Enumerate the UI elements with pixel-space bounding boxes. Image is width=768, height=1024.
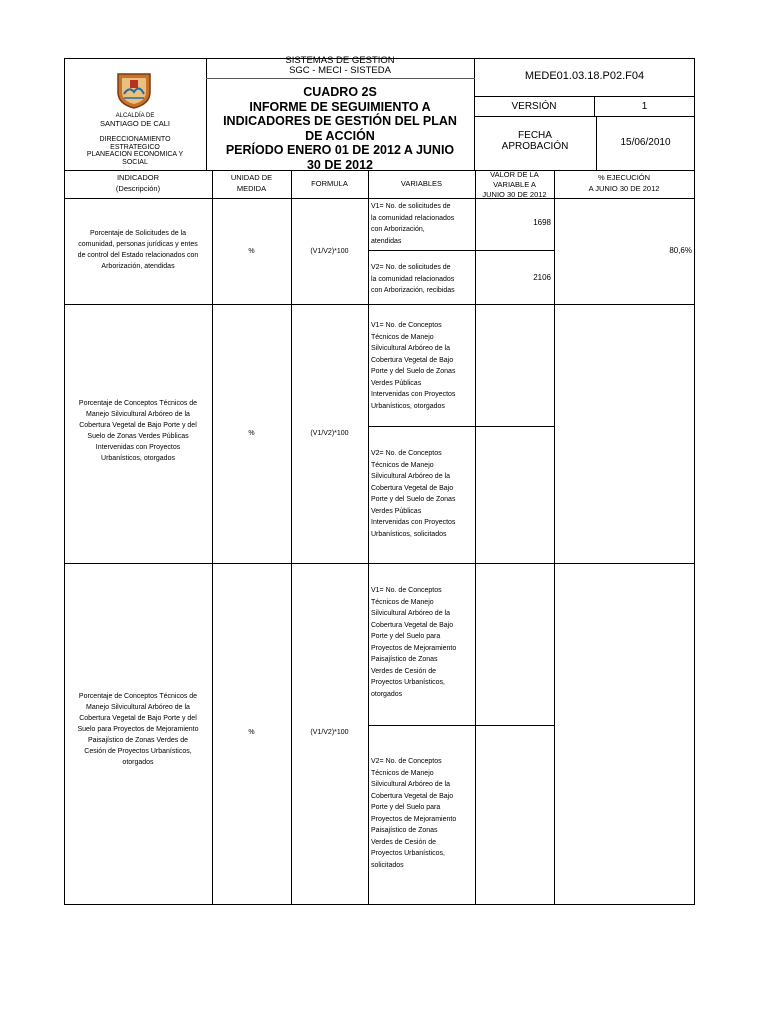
col-header-unidad: UNIDAD DE MEDIDA xyxy=(230,173,273,193)
org-line-1: ALCALDÍA DE xyxy=(115,113,155,119)
col-header-variables: VARIABLES xyxy=(400,179,443,188)
version-label: VERSIÓN xyxy=(511,101,557,112)
version-value: 1 xyxy=(641,101,648,112)
table-row-3-indicator: Porcentaje de Conceptos Técnicos de Manejo Silvicultural Arbóreo de la Cobertura Vegetal de Bajo Porte y del Suelo para Proyectos de Mejoramiento Paisajístico de Zonas Verdes de Cesión de Proyectos Urbanísticos, otorgados xyxy=(77,693,199,766)
table-row-3-formula: (V1/V2)*100 xyxy=(310,729,349,736)
department-name: DIRECCIONAMIENTO ESTRATEGICO PLANEACION ECONOMICA Y SOCIAL xyxy=(86,136,184,166)
table-row-2-variable-v1: V1= No. de Conceptos Técnicos de Manejo Silvicultural Arbóreo de la Cobertura Vegetal de Bajo Porte y del Suelo de Zonas Verdes Públicas Intervenidas con Proyectos Urbanísticos, otorgados xyxy=(371,322,456,410)
org-line-2: SANTIAGO DE CALI xyxy=(99,119,171,128)
col-header-formula: FORMULA xyxy=(311,179,348,188)
table-row-1-unit: % xyxy=(248,248,255,255)
document-title: CUADRO 2S INFORME DE SEGUIMIENTO A INDICADORES DE GESTIÓN DEL PLAN DE ACCIÓN PERÍODO ENERO 01 DE 2012 A JUNIO 30 DE 2012 xyxy=(223,85,457,172)
table-row-2-unit: % xyxy=(248,430,255,437)
table-row-2-indicator: Porcentaje de Conceptos Técnicos de Manejo Silvicultural Arbóreo de la Cobertura Vegetal de Bajo Porte y del Suelo de Zonas Verdes Públicas Intervenidas con Proyectos Urbanísticos, otorgados xyxy=(78,400,198,462)
table-row-1-variable-v2: V2= No. de solicitudes de la comunidad relacionados con Arborización, recibidas xyxy=(371,264,455,294)
table-row-2-variable-v2: V2= No. de Conceptos Técnicos de Manejo Silvicultural Arbóreo de la Cobertura Vegetal de Bajo Porte y del Suelo de Zonas Verdes Públicas Intervenidas con Proyectos Urbanísticos, solicitados xyxy=(371,450,456,538)
table-row-1-execution: 80,6% xyxy=(669,246,692,255)
approval-date: 15/06/2010 xyxy=(620,137,671,148)
table-row-3-variable-v2: V2= No. de Conceptos Técnicos de Manejo Silvicultural Arbóreo de la Cobertura Vegetal de Bajo Porte y del Suelo para Proyectos de Mejoramiento Paisajístico de Zonas Verdes de Cesión de Proyectos Urbanísticos, solicitados xyxy=(371,758,457,869)
logo-block xyxy=(64,58,206,170)
table-row-1-formula: (V1/V2)*100 xyxy=(310,248,349,255)
col-header-ejecucion: % EJECUCIÓN A JUNIO 30 DE 2012 xyxy=(588,173,660,193)
table-row-2-formula: (V1/V2)*100 xyxy=(310,430,349,437)
col-header-indicador: INDICADOR (Descripción) xyxy=(115,173,161,193)
approval-label: FECHA APROBACIÓN xyxy=(501,130,569,152)
systems-line-2: SGC - MECI - SISTEDA xyxy=(289,65,391,76)
table-row-3-variable-v1: V1= No. de Conceptos Técnicos de Manejo Silvicultural Arbóreo de la Cobertura Vegetal de Bajo Porte y del Suelo para Proyectos de Mejoramiento Paisajístico de Zonas Verdes de Cesión de Proyectos Urbanísticos, otorgados xyxy=(371,587,457,698)
col-header-valor: VALOR DE LA VARIABLE A JUNIO 30 DE 2012 xyxy=(482,170,547,198)
table-row-1-v1-value: 1698 xyxy=(533,218,551,227)
document-code: MEDE01.03.18.P02.F04 xyxy=(524,70,645,82)
cali-coat-of-arms-icon xyxy=(114,70,154,110)
systems-line-1: SISTEMAS DE GESTION xyxy=(285,55,395,66)
table-row-1-variable-v1: V1= No. de solicitudes de la comunidad relacionados con Arborización, atendidas xyxy=(371,203,455,245)
table-row-3-unit: % xyxy=(248,729,255,736)
table-row-1-v2-value: 2106 xyxy=(533,273,551,282)
table-row-1-indicator: Porcentaje de Solicitudes de la comunidad, personas jurídicas y entes de control del Estado relacionados con Arborización, atendidas xyxy=(77,230,199,270)
